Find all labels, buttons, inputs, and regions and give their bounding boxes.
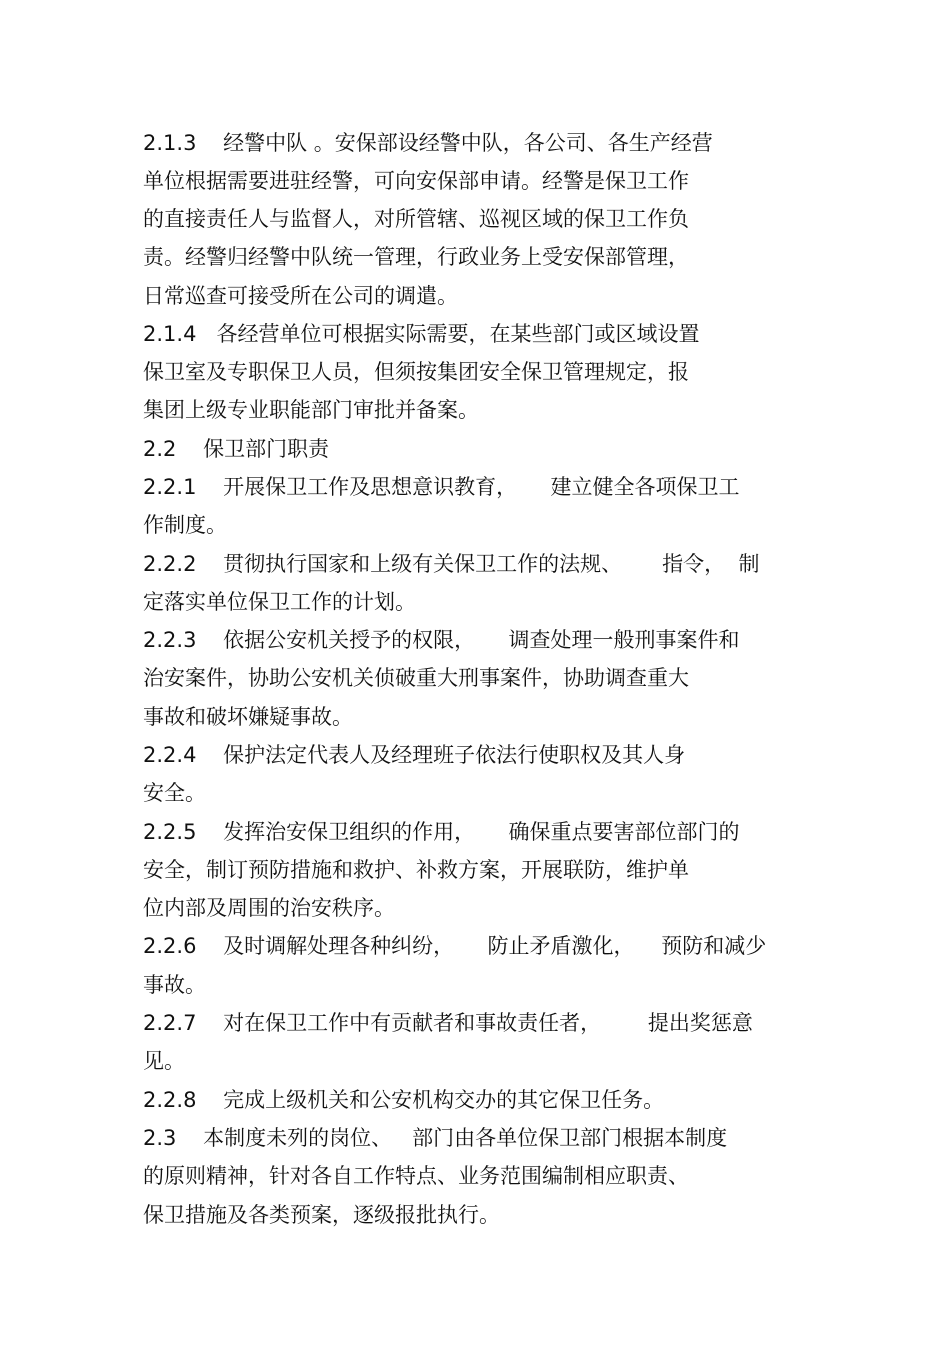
text-line: 2.3 本制度未列的岗位、 部门由各单位保卫部门根据本制度: [143, 1126, 728, 1150]
text-line: 2.2.3 依据公安机关授予的权限， 调查处理一般刑事案件和: [143, 628, 740, 652]
text-line: 2.1.4 各经营单位可根据实际需要，在某些部门或区域设置: [143, 322, 700, 346]
text-line: 见。: [143, 1049, 185, 1073]
text-line: 2.2.4 保护法定代表人及经理班子依法行使职权及其人身: [143, 743, 686, 767]
text-line: 日常巡查可接受所在公司的调遣。: [143, 284, 458, 308]
text-line: 的直接责任人与监督人，对所管辖、巡视区域的保卫工作负: [143, 207, 689, 231]
text-line: 2.2.7 对在保卫工作中有贡献者和事故责任者， 提出奖惩意: [143, 1011, 753, 1035]
text-line: 2.2.2 贯彻执行国家和上级有关保卫工作的法规、 指令， 制: [143, 552, 760, 576]
section-heading: 2.2 保卫部门职责: [143, 437, 330, 461]
text-line: 事故。: [143, 973, 206, 997]
text-line: 的原则精神，针对各自工作特点、业务范围编制相应职责、: [143, 1164, 689, 1188]
text-line: 单位根据需要进驻经警，可向安保部申请。经警是保卫工作: [143, 169, 689, 193]
text-line: 定落实单位保卫工作的计划。: [143, 590, 416, 614]
text-line: 事故和破坏嫌疑事故。: [143, 705, 353, 729]
text-line: 安全。: [143, 781, 206, 805]
text-line: 2.2.6 及时调解处理各种纠纷， 防止矛盾激化， 预防和减少: [143, 934, 767, 958]
text-line: 2.2.8 完成上级机关和公安机构交办的其它保卫任务。: [143, 1088, 665, 1112]
text-line: 2.2.5 发挥治安保卫组织的作用， 确保重点要害部位部门的: [143, 820, 740, 844]
text-line: 治安案件，协助公安机关侦破重大刑事案件，协助调查重大: [143, 666, 689, 690]
text-line: 位内部及周围的治安秩序。: [143, 896, 395, 920]
text-line: 责。经警归经警中队统一管理，行政业务上受安保部管理，: [143, 245, 689, 269]
text-line: 2.1.3 经警中队 。安保部设经警中队，各公司、各生产经营: [143, 131, 713, 155]
text-line: 保卫室及专职保卫人员，但须按集团安全保卫管理规定，报: [143, 360, 689, 384]
text-line: 作制度。: [143, 513, 227, 537]
text-line: 安全，制订预防措施和救护、补救方案，开展联防，维护单: [143, 858, 689, 882]
text-line: 2.2.1 开展保卫工作及思想意识教育， 建立健全各项保卫工: [143, 475, 740, 499]
text-line: 集团上级专业职能部门审批并备案。: [143, 398, 479, 422]
text-line: 保卫措施及各类预案，逐级报批执行。: [143, 1203, 500, 1227]
